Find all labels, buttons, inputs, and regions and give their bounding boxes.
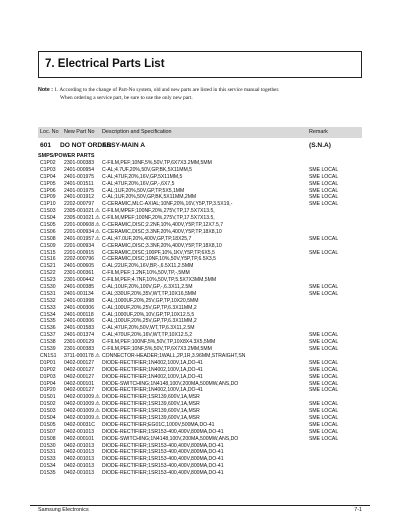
row-loc-no: D1S34 [40, 463, 56, 470]
row-description: DIODE-RECTIFIER;1SR153-400,400V,800MA,DO-41 [102, 442, 224, 449]
row-description: C-AL;1UF,20%,50V,GP,BK,5X11MM,2MM [102, 194, 197, 201]
row-part-no: 0402-001009 [64, 414, 95, 421]
row-description: DIODE-RECTIFIER;1SR153-400,400V,800MA,DO-41 [102, 449, 224, 456]
row-part-no: 0402-000127 [64, 359, 95, 366]
row-part-no: 3711-000178 [64, 352, 94, 359]
row-remark: SME LOCAL [309, 408, 339, 415]
row-part-no: 2401-000954 [64, 166, 95, 173]
row-loc-no: C1S31 [40, 290, 56, 297]
table-row [38, 291, 362, 298]
table-row [38, 387, 362, 394]
row-loc-no: C1S39 [40, 346, 56, 353]
row-loc-no: D1P04 [40, 380, 56, 387]
row-part-no: 2401-000605 [64, 263, 95, 270]
row-part-no: 2401-001975 [64, 187, 95, 194]
row-description: C-FILM,PEF;1.2NF,10%,50V,TP,-,5MM [102, 270, 190, 277]
row-loc-no: D1S33 [40, 456, 56, 463]
row-loc-no: C1S05 [40, 222, 56, 229]
safety-warning-icon: ⚠ [95, 208, 101, 215]
note-label: Note : [38, 87, 54, 93]
row-loc-no: C1S16 [40, 256, 56, 263]
row-part-no: 0402-000127 [64, 373, 95, 380]
row-description: C-AL;47UF,20%,16V,GP,5X11MM,5 [102, 173, 183, 180]
row-description: DIODE-RECTIFIER;1SR139,600V,1A,MSR [102, 401, 200, 408]
row-loc-no: C1P09 [40, 194, 56, 201]
table-row [38, 470, 362, 477]
row-loc-no: C1S06 [40, 228, 56, 235]
footer-company: Samsung Electronics [38, 507, 89, 513]
table-row [38, 408, 362, 415]
section-heading: SMPS/POWER PARTS [38, 153, 95, 159]
row-description: C-AL;10UF,20%,100V,GP,-,6.3X11,2.5M [102, 284, 193, 291]
row-loc-no: C1S22 [40, 270, 56, 277]
row-loc-no: D1S08 [40, 435, 56, 442]
safety-warning-icon: ⚠ [95, 215, 101, 222]
row-loc-no: D1S35 [40, 470, 56, 477]
row-remark: SME LOCAL [309, 373, 339, 380]
row-part-no: 2202-000796 [64, 256, 95, 263]
table-row [38, 429, 362, 436]
note-line-2: When ordering a service part, be sure to use the only new part. [60, 94, 193, 101]
row-loc-no: C1S21 [40, 263, 56, 270]
row-remark: SME LOCAL [309, 387, 339, 394]
table-row [38, 222, 362, 229]
safety-warning-icon: ⚠ [95, 352, 101, 359]
row-part-no: 2401-001583 [64, 325, 95, 332]
row-part-no: 2401-001912 [64, 194, 95, 201]
table-row [38, 401, 362, 408]
table-row [38, 346, 362, 353]
row-part-no: 2401-001134 [64, 290, 94, 297]
row-loc-no: C1S03 [40, 208, 56, 215]
row-remark: SME LOCAL [309, 166, 339, 173]
row-description: C-FILM,MPEF;100NF,20%,275V,TP,17.5X7X13.5, [102, 215, 215, 222]
table-row [38, 305, 362, 312]
row-loc-no: D1S03 [40, 408, 56, 415]
row-loc-no: D1P20 [40, 387, 56, 394]
row-loc-no: CN1S1 [40, 352, 57, 359]
row-description: DIODE-RECTIFIER;1SR153-400,400V,800MA,DO-41 [102, 470, 224, 477]
table-row [38, 422, 362, 429]
row-part-no: 2301-000383 [64, 160, 95, 166]
table-row [38, 250, 362, 257]
safety-warning-icon: ⚠ [95, 401, 101, 408]
row-description: C-CERAMIC,DISC;3.3NF,20%,400V,Y5P,TP,18X8,10 [102, 242, 222, 249]
row-loc-no: C1S15 [40, 249, 56, 256]
row-loc-no: D1P01 [40, 359, 56, 366]
table-row [38, 270, 362, 277]
row-part-no: 0402-001013 [64, 456, 95, 463]
table-header [38, 127, 362, 138]
row-loc-no: C1S34 [40, 311, 56, 318]
row-part-no: 2401-000118 [64, 311, 94, 318]
table-row [38, 243, 362, 250]
row-loc-no: C1S36 [40, 325, 56, 332]
row-description: C-AL;1000UF,20%,25V,GP,TP,10X20,5MM [102, 297, 199, 304]
row-description: DIODE-RECTIFIER;1N4002,100V,1A,DO-41 [102, 387, 203, 394]
table-row [38, 298, 362, 305]
row-remark: SME LOCAL [309, 187, 339, 194]
row-description: C-FILM,PEF;10NF,5%,50V,TP,6X7X3.2MM,5MM [102, 346, 212, 353]
row-part-no: 2401-000306 [64, 318, 95, 325]
row-loc-no: C1S30 [40, 284, 56, 291]
row-part-no: 2305-001021 [64, 208, 95, 215]
row-description: C-CERAMIC,DISC;2.2NF,10%,400V,Y5P,TP,12X7.5,7 [102, 222, 224, 229]
row-description: C-AL;100UF,20%,25V,GP,TP,6.3X11MM,2 [102, 318, 197, 325]
row-remark: SME LOCAL [309, 332, 339, 339]
row-description: C-CERAMIC,DISC;3.3NF,20%,400V,Y5P,TP,18X8,10 [102, 228, 222, 235]
table-row [38, 449, 362, 456]
row-part-no: 0402-001009 [64, 401, 95, 408]
table-row [38, 181, 362, 188]
table-row [38, 208, 362, 215]
row-remark: SME LOCAL [309, 194, 339, 201]
assembly-loc: 601 [40, 142, 52, 149]
row-remark: SME LOCAL [309, 401, 339, 408]
row-description: DIODE-RECTIFIER;1SR153-400,400V,800MA,DO-41 [102, 463, 224, 470]
assembly-desc: ASSY-MAIN A [102, 142, 145, 149]
row-part-no: 2305-001021 [64, 215, 95, 222]
row-part-no: 0402-001013 [64, 428, 95, 435]
row-description: C-AL;1000UF,20%,10V,GP,TP,10X12.5,5 [102, 311, 195, 318]
safety-warning-icon: ⚠ [95, 394, 101, 401]
row-remark: SME LOCAL [309, 173, 339, 180]
row-description: C-AL;100UF,20%,25V,GP,TP,6.3X11MM,2 [102, 304, 197, 311]
table-row [38, 215, 362, 222]
header-loc-no: Loc. No [40, 129, 59, 135]
row-part-no: 0402-000101 [64, 435, 95, 442]
table-row [38, 277, 362, 284]
table-row [38, 415, 362, 422]
row-description: C-AL;330UF,20%,35V,WT,TP,10X16,5MM [102, 290, 197, 297]
table-row [38, 353, 362, 360]
table-row [38, 394, 362, 401]
row-part-no: 2401-001998 [64, 297, 95, 304]
row-description: C-AL;47UF,20%,50V,WT,TP,6.3X11,2.5M [102, 325, 195, 332]
row-description: DIODE-RECTIFIER;EG01C,1000V,500MA,DO-41 [102, 421, 215, 428]
row-part-no: 2301-000383 [64, 346, 95, 353]
row-description: DIODE-RECTIFIER;1SR153-400,400V,800MA,DO-41 [102, 428, 224, 435]
row-remark: SME LOCAL [309, 414, 339, 421]
row-part-no: 2201-000934 [64, 242, 95, 249]
row-loc-no: C1P04 [40, 173, 56, 180]
row-description: DIODE-SWITCHING;1N4148,100V,200MA,500MW,ANS,DO [102, 435, 239, 442]
row-description: DIODE-RECTIFIER;1SR139,600V,1A,MSR [102, 414, 200, 421]
row-remark: SME LOCAL [309, 290, 339, 297]
row-part-no: 2401-000385 [64, 284, 95, 291]
row-loc-no: C1S37 [40, 332, 56, 339]
table-row [38, 456, 362, 463]
row-description: DIODE-SWITCHING;1N4148,100V,200MA,500MW,ANS,DO [102, 380, 239, 387]
row-part-no: 2401-001374 [64, 332, 95, 339]
table-row [38, 374, 362, 381]
row-description: DIODE-RECTIFIER;1N4002,100V,1A,DO-41 [102, 373, 203, 380]
row-remark: SME LOCAL [309, 435, 339, 442]
row-remark: SME LOCAL [309, 201, 339, 208]
row-loc-no: C1S04 [40, 215, 56, 222]
assembly-remark: (S.N.A) [309, 142, 331, 149]
row-description: C-AL;1UF,20%,50V,GP,TP,5X5,1MM [102, 187, 185, 194]
row-loc-no: C1S33 [40, 304, 56, 311]
row-description: C-FILM,PEF;100NF,5%,50V,TP,10X8X4.3X5,5MM [102, 339, 216, 346]
row-part-no: 0402-00031C [64, 421, 95, 428]
row-remark: SME LOCAL [309, 180, 339, 187]
row-description: DIODE-RECTIFIER;1N4002,100V,1A,DO-41 [102, 359, 203, 366]
row-description: C-CERAMIC,MLC-AXIAL;10NF,20%,16V,Y5P,TP,3.5X19,- [102, 201, 233, 208]
row-part-no: 0402-001013 [64, 463, 95, 470]
row-loc-no: D1P02 [40, 366, 56, 373]
row-part-no: 2201-000608 [64, 222, 95, 229]
table-row [38, 318, 362, 325]
chapter-title-box [38, 51, 362, 78]
row-loc-no: C1S32 [40, 297, 56, 304]
row-part-no: 0402-001009 [64, 394, 95, 401]
footer-page-number: 7-1 [354, 507, 362, 513]
header-remark: Remark [309, 129, 328, 135]
row-loc-no: D1S02 [40, 401, 56, 408]
row-description: DIODE-RECTIFIER;1SR139,600V,1A,MSR [102, 408, 200, 415]
header-description: Description and Specification [102, 129, 172, 135]
table-row [38, 229, 362, 236]
row-loc-no: C1S09 [40, 242, 56, 249]
row-loc-no: D1S01 [40, 394, 56, 401]
row-remark: SME LOCAL [309, 284, 339, 291]
table-row [38, 443, 362, 450]
row-description: C-FILM,MPEF;100NF,20%,275V,TP,17.5X7X13.5, [102, 208, 215, 215]
row-description: C-FILM,PEF;10NF,5%,50V,TP,6X7X3.2MM,5MM [102, 160, 212, 166]
row-loc-no: D1S31 [40, 449, 56, 456]
header-new-part-no: New Part No [64, 129, 95, 135]
note-block [38, 87, 368, 103]
row-description: DIODE-RECTIFIER;1SR139,600V,1A,MSR [102, 394, 200, 401]
row-remark: SME LOCAL [309, 339, 339, 346]
table-row [38, 236, 362, 243]
row-loc-no: D1S07 [40, 428, 56, 435]
table-row [38, 174, 362, 181]
row-description: C-AL;22UF,20%,16V,BP,-,6.5X11,2.5MM [102, 263, 194, 270]
row-loc-no: D1S05 [40, 421, 56, 428]
row-part-no: 2202-000797 [64, 201, 95, 208]
table-row [38, 160, 362, 167]
assembly-part: DO NOT ORDER [60, 142, 112, 149]
row-part-no: 2301-000442 [64, 277, 95, 284]
row-remark: SME LOCAL [309, 421, 339, 428]
safety-warning-icon: ⚠ [95, 408, 101, 415]
row-loc-no: D1S30 [40, 442, 56, 449]
row-description: DIODE-RECTIFIER;1SR153-400,400V,800MA,DO-41 [102, 456, 224, 463]
table-row [38, 463, 362, 470]
row-loc-no: C1S38 [40, 339, 56, 346]
row-loc-no: D1S04 [40, 414, 56, 421]
row-part-no: 0402-001013 [64, 442, 95, 449]
row-description: CONNECTOR-HEADER;1WALL,2P,1R,3.96MM,STRAIGHT,SN [102, 352, 246, 359]
row-part-no: 0402-000101 [64, 380, 95, 387]
table-row [38, 188, 362, 195]
table-row [38, 339, 362, 346]
row-loc-no: C1S23 [40, 277, 56, 284]
row-loc-no: D1P03 [40, 373, 56, 380]
row-part-no: 0402-001009 [64, 408, 95, 415]
row-part-no: 2401-001511 [64, 180, 94, 187]
row-remark: SME LOCAL [309, 346, 339, 353]
row-part-no: 2201-000915 [64, 249, 95, 256]
table-row [38, 436, 362, 443]
row-loc-no: C1P10 [40, 201, 56, 208]
row-loc-no: C1P06 [40, 187, 56, 194]
table-row [38, 167, 362, 174]
safety-warning-icon: ⚠ [95, 228, 101, 235]
table-row [38, 312, 362, 319]
parts-list [38, 160, 362, 477]
row-loc-no: C1P02 [40, 160, 56, 166]
row-description: C-FILM,PEF;4.7NF,10%,50V,TP,5.5X7X3MM,5MM [102, 277, 217, 284]
row-part-no: 0402-001013 [64, 470, 95, 477]
table-row [38, 360, 362, 367]
table-row [38, 284, 362, 291]
row-description: C-AL;4.7UF,20%,50V,GP,BK,5X11MM,5 [102, 166, 192, 173]
safety-warning-icon: ⚠ [95, 235, 101, 242]
table-row [38, 381, 362, 388]
row-loc-no: C1S08 [40, 235, 56, 242]
row-description: C-AL;47.0UF,20%,400V,GP,TP,18X25,7 [102, 235, 192, 242]
table-row [38, 194, 362, 201]
assembly-row [38, 141, 362, 150]
page-title: 7. Electrical Parts List [45, 58, 165, 70]
row-loc-no: C1S35 [40, 318, 56, 325]
safety-warning-icon: ⚠ [95, 414, 101, 421]
table-row [38, 367, 362, 374]
row-loc-no: C1P03 [40, 166, 56, 173]
row-part-no: 2401-001975 [64, 173, 95, 180]
row-remark: SME LOCAL [309, 380, 339, 387]
row-description: DIODE-RECTIFIER;1N4002,100V,1A,DO-41 [102, 366, 203, 373]
row-loc-no: C1P05 [40, 180, 56, 187]
row-remark: SME LOCAL [309, 366, 339, 373]
table-row [38, 256, 362, 263]
row-part-no: 2201-000934 [64, 228, 95, 235]
row-remark: SME LOCAL [309, 249, 339, 256]
table-row [38, 201, 362, 208]
row-part-no: 2301-000129 [64, 339, 95, 346]
note-line-1: 1. According to the change of Part-No system, old and new parts are listed in this service manual together. [54, 87, 280, 93]
table-row [38, 263, 362, 270]
row-remark: SME LOCAL [309, 428, 339, 435]
row-description: C-CERAMIC,DISC;10NF,10%,50V,Y5P,TP,6.5X3,5 [102, 256, 217, 263]
table-row [38, 325, 362, 332]
row-remark: SME LOCAL [309, 359, 339, 366]
row-part-no: 0402-000127 [64, 387, 95, 394]
row-part-no: 2401-001957 [64, 235, 95, 242]
row-description: C-AL;47UF,20%,16V,GP,-,6X7,5 [102, 180, 175, 187]
row-part-no: 2301-000361 [64, 270, 95, 277]
row-description: C-AL;470UF,20%,16V,WT,TP,10X12.5,2 [102, 332, 193, 339]
row-part-no: 2401-000306 [64, 304, 95, 311]
safety-warning-icon: ⚠ [95, 222, 101, 229]
row-part-no: 0402-001013 [64, 449, 95, 456]
table-row [38, 332, 362, 339]
row-remark: SME LOCAL [309, 235, 339, 242]
row-part-no: 0402-000127 [64, 366, 95, 373]
row-description: C-CERAMIC,DISC;100PF,10%,1KV,Y5P,TP,6X5,5 [102, 249, 215, 256]
